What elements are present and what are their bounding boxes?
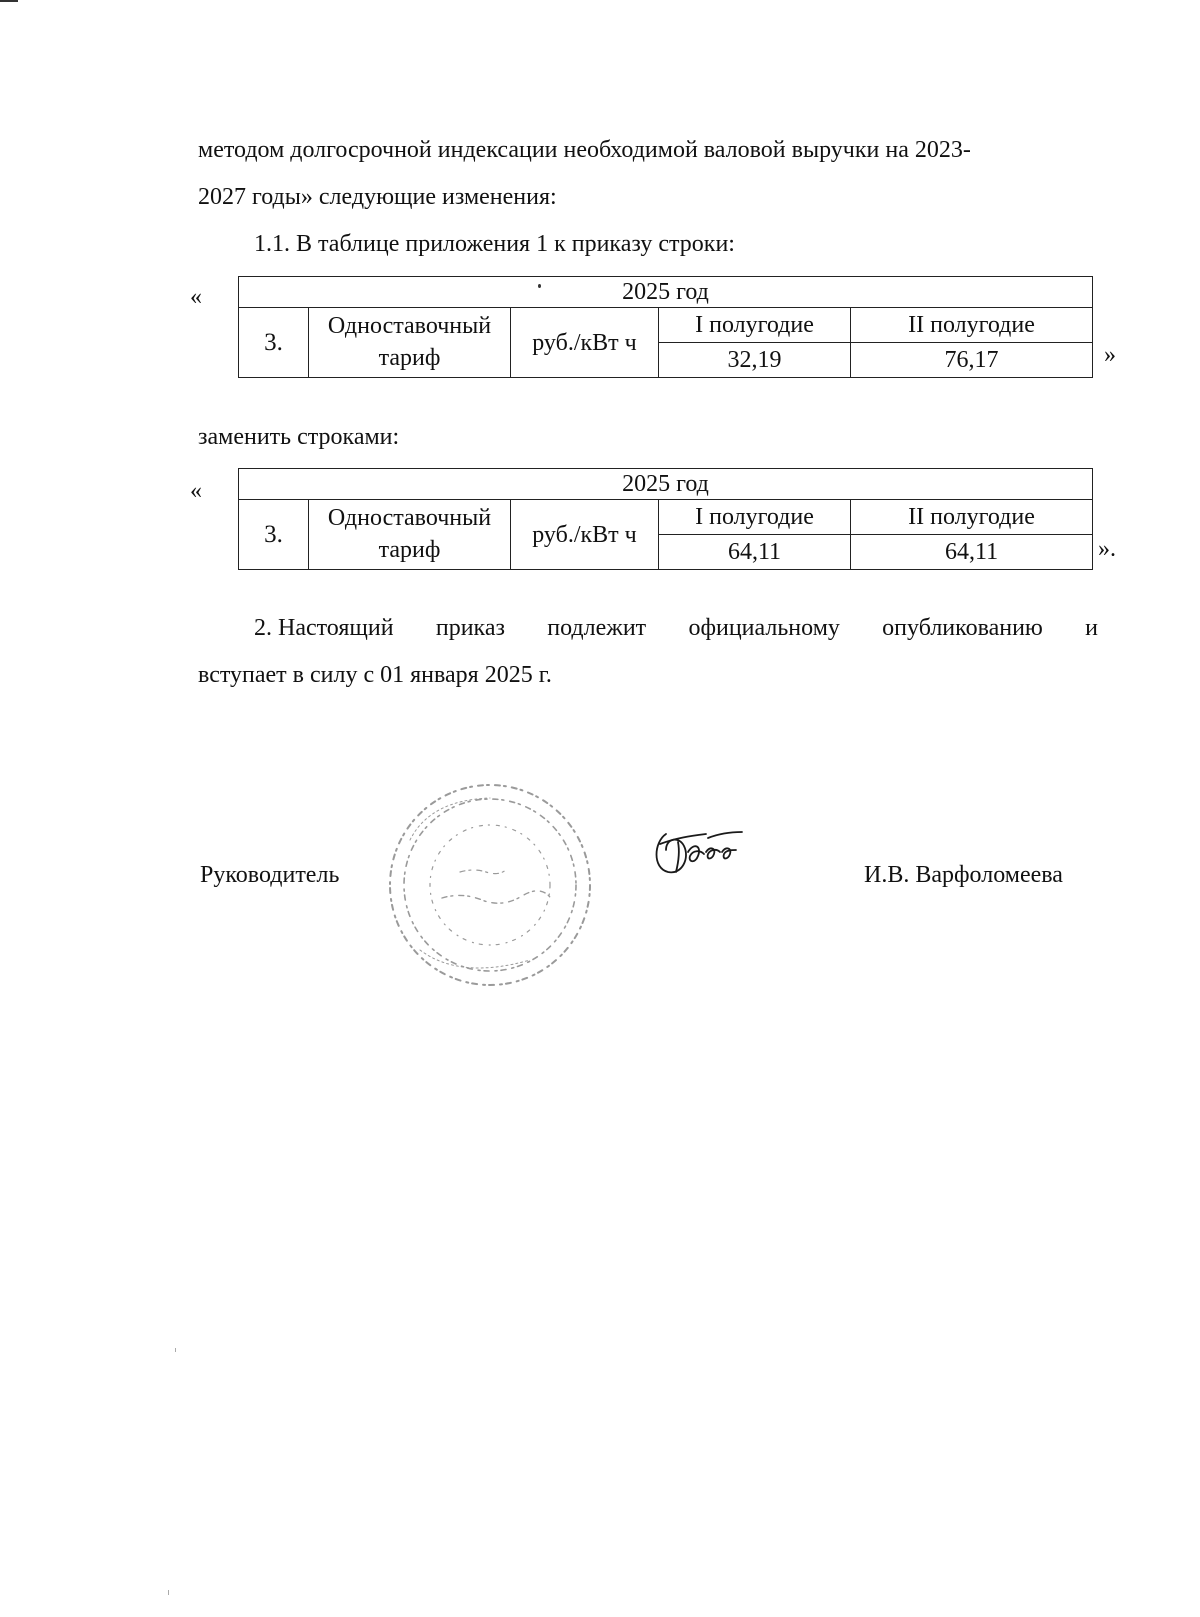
tariff-unit: руб./кВт ч [511,500,659,570]
half-year-1-value: 64,11 [659,535,851,570]
half-year-1-value: 32,19 [659,343,851,378]
quote-close: » [1104,342,1116,368]
word: 2. Настоящий [254,615,394,641]
row-number: 3. [239,500,309,570]
paragraph-item-2 [254,614,1098,643]
word: подлежит [547,615,647,641]
signatory-name: И.В. Варфоломеева [864,862,1063,888]
signatory-position: Руководитель [200,862,340,888]
half-year-2-value: 76,17 [851,343,1093,378]
row-number: 3. [239,308,309,378]
half-year-1-header: I полугодие [659,500,851,535]
word: официальному [688,615,840,641]
paragraph-item-1-1: 1.1. В таблице приложения 1 к приказу строки: [254,231,735,257]
word: опубликованию [882,615,1043,641]
official-stamp-icon [380,780,600,1000]
year-header: 2025 год [239,469,1093,500]
tariff-name: Одноставочный тариф [309,500,511,570]
quote-close: ». [1098,536,1116,562]
half-year-1-header: I полугодие [659,308,851,343]
tariff-table-old [238,276,1093,378]
paragraph-replace: заменить строками: [198,424,400,450]
half-year-2-value: 64,11 [851,535,1093,570]
scan-speck [538,284,541,288]
half-year-2-header: II полугодие [851,308,1093,343]
word: и [1085,615,1098,641]
word: приказ [435,615,505,641]
paragraph-years: 2027 годы» следующие изменения: [198,184,557,210]
quote-open: « [190,478,202,504]
paragraph-method: методом долгосрочной индексации необходимой валовой выручки на 2023- [198,137,971,163]
year-header: 2025 год [239,277,1093,308]
scan-dot [175,1348,176,1352]
scan-mark [0,0,18,2]
quote-open: « [190,284,202,310]
half-year-2-header: II полугодие [851,500,1093,535]
paragraph-effective-date: вступает в силу с 01 января 2025 г. [198,662,552,688]
handwritten-signature-icon [648,822,758,882]
scan-dot [168,1590,169,1595]
tariff-unit: руб./кВт ч [511,308,659,378]
tariff-name: Одноставочный тариф [309,308,511,378]
tariff-table-new [238,468,1093,570]
